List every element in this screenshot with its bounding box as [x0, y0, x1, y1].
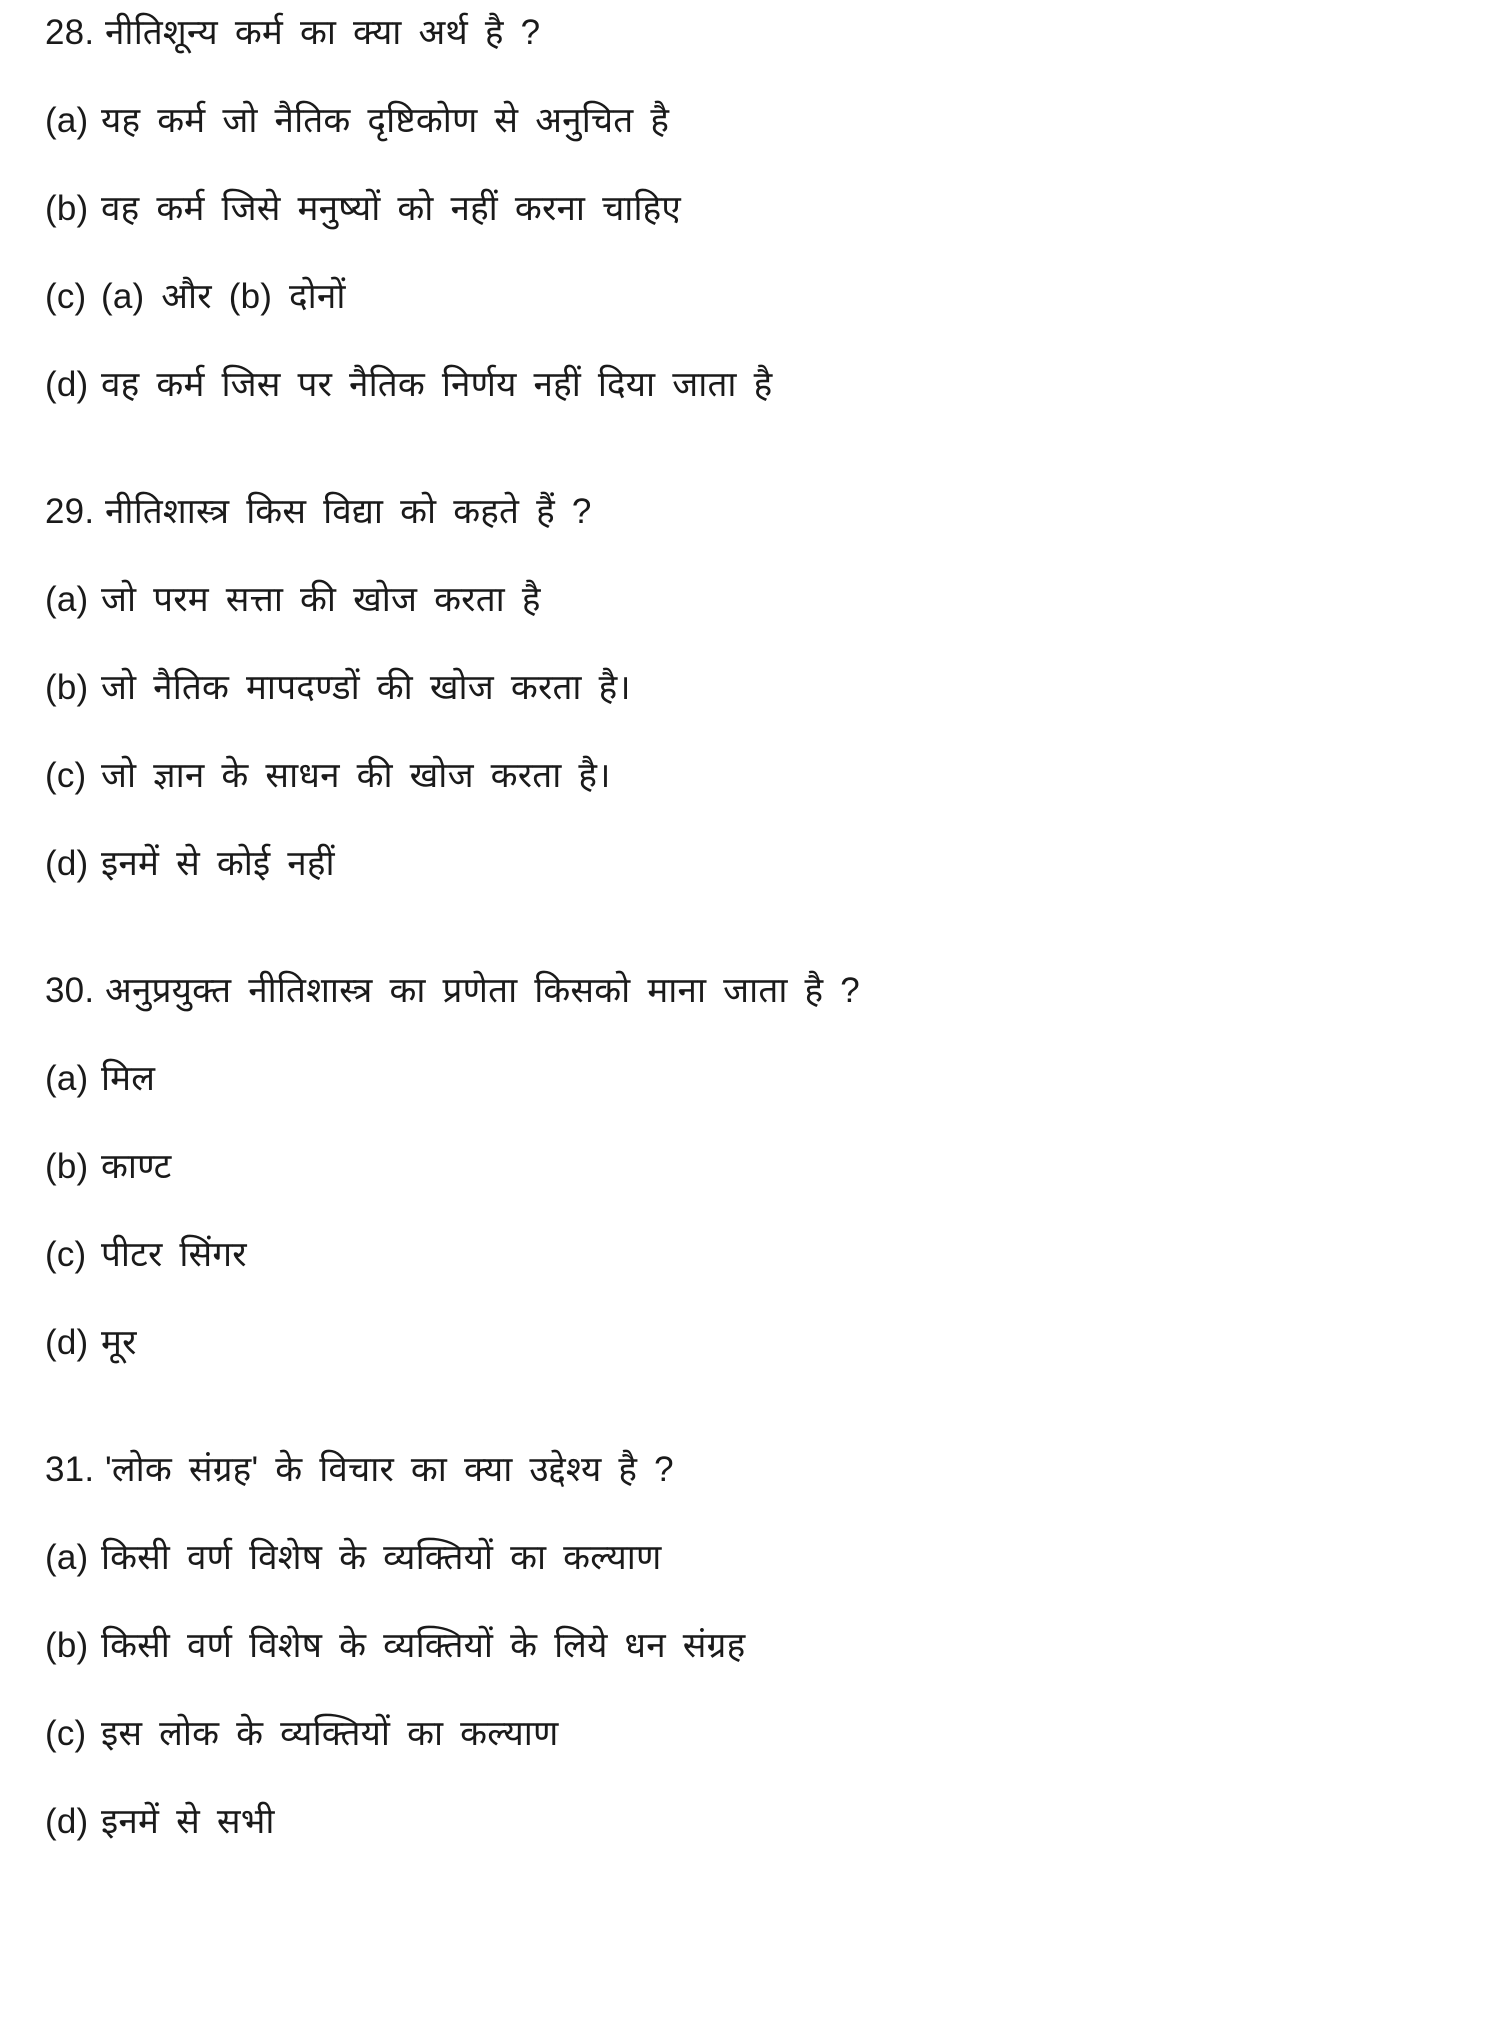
- option-label: (b): [45, 1147, 89, 1186]
- option-text: किसी वर्ण विशेष के व्यक्तियों का कल्याण: [101, 1538, 662, 1577]
- question-text: नीतिशास्त्र किस विद्या को कहते हैं ?: [105, 492, 592, 531]
- option-label: (d): [45, 365, 89, 404]
- option-text: काण्ट: [101, 1147, 172, 1186]
- option-text: जो ज्ञान के साधन की खोज करता है।: [101, 756, 611, 795]
- option-text: (a) और (b) दोनों: [101, 277, 346, 316]
- option-row: [45, 1142, 1475, 1192]
- option-text: इनमें से सभी: [101, 1802, 275, 1841]
- question-number: 30.: [45, 971, 95, 1010]
- option-text: जो नैतिक मापदण्डों की खोज करता है।: [101, 668, 631, 707]
- option-label: (c): [45, 1235, 87, 1274]
- option-row: [45, 96, 1475, 146]
- option-row: [45, 663, 1475, 713]
- option-row: [45, 1797, 1475, 1847]
- question-text: नीतिशून्य कर्म का क्या अर्थ है ?: [105, 13, 541, 52]
- option-text: पीटर सिंगर: [101, 1235, 247, 1274]
- option-row: [45, 1230, 1475, 1280]
- option-text: मिल: [101, 1059, 156, 1098]
- question-block: [45, 487, 1475, 889]
- option-label: (b): [45, 189, 89, 228]
- option-text: वह कर्म जिसे मनुष्यों को नहीं करना चाहिए: [101, 189, 681, 228]
- question-number: 28.: [45, 13, 95, 52]
- question-block: [45, 8, 1475, 410]
- option-text: किसी वर्ण विशेष के व्यक्तियों के लिये धन संग्रह: [101, 1626, 746, 1665]
- questions-list: [45, 8, 1475, 1847]
- question-number: 29.: [45, 492, 95, 531]
- option-label: (a): [45, 580, 89, 619]
- option-label: (b): [45, 668, 89, 707]
- option-row: [45, 184, 1475, 234]
- question-block: [45, 1445, 1475, 1847]
- option-label: (c): [45, 756, 87, 795]
- option-row: [45, 1318, 1475, 1368]
- option-row: [45, 1621, 1475, 1671]
- question-block: [45, 966, 1475, 1368]
- option-row: [45, 1054, 1475, 1104]
- option-row: [45, 575, 1475, 625]
- option-text: जो परम सत्ता की खोज करता है: [101, 580, 541, 619]
- option-row: [45, 839, 1475, 889]
- option-row: [45, 1709, 1475, 1759]
- option-row: [45, 751, 1475, 801]
- option-text: मूर: [101, 1323, 137, 1362]
- option-label: (a): [45, 1059, 89, 1098]
- option-label: (b): [45, 1626, 89, 1665]
- option-label: (a): [45, 101, 89, 140]
- option-row: [45, 360, 1475, 410]
- question-text: 'लोक संग्रह' के विचार का क्या उद्देश्य है ?: [105, 1450, 674, 1489]
- option-label: (d): [45, 844, 89, 883]
- question-line: [45, 8, 1475, 58]
- option-row: [45, 272, 1475, 322]
- question-line: [45, 487, 1475, 537]
- option-label: (c): [45, 1714, 87, 1753]
- question-text: अनुप्रयुक्त नीतिशास्त्र का प्रणेता किसको माना जाता है ?: [105, 971, 860, 1010]
- option-text: इनमें से कोई नहीं: [101, 844, 335, 883]
- option-label: (c): [45, 277, 87, 316]
- option-row: [45, 1533, 1475, 1583]
- option-label: (d): [45, 1802, 89, 1841]
- option-text: इस लोक के व्यक्तियों का कल्याण: [101, 1714, 559, 1753]
- question-number: 31.: [45, 1450, 95, 1489]
- option-label: (a): [45, 1538, 89, 1577]
- option-text: यह कर्म जो नैतिक दृष्टिकोण से अनुचित है: [101, 101, 670, 140]
- question-line: [45, 1445, 1475, 1495]
- option-label: (d): [45, 1323, 89, 1362]
- option-text: वह कर्म जिस पर नैतिक निर्णय नहीं दिया जाता है: [101, 365, 773, 404]
- question-line: [45, 966, 1475, 1016]
